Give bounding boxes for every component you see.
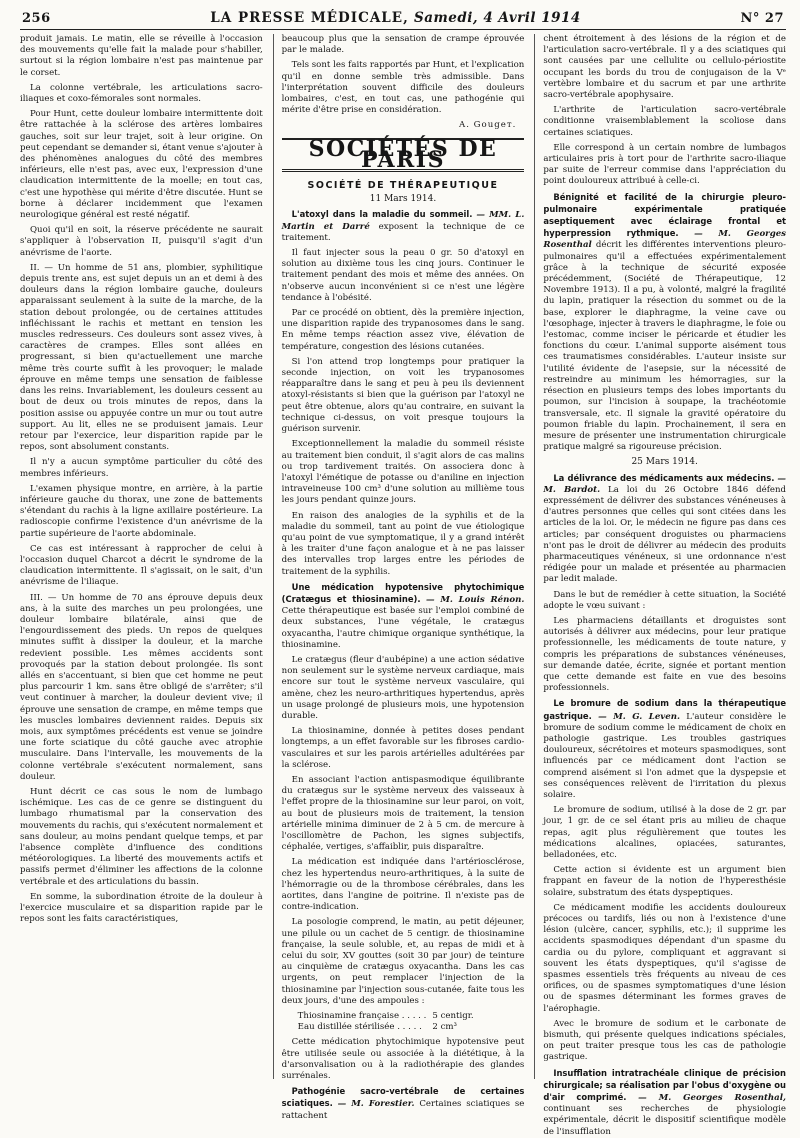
communication-title: La délivrance des médicaments aux médecins.	[553, 472, 775, 483]
communication-authors: — M. G. Leven.	[598, 711, 681, 722]
paragraph: beaucoup plus que la sensation de crampe éprouvée par le malade.	[281, 34, 525, 56]
communication-text: décrit les différentes interventions pleuro-pulmonaires qu'il a effectuées expérimentalement grâce à la technique de sécurité exposée précédemment, (Société de Thérapeutique, 12 Novembre 1913). Il a pu, à volonté, malgré la fragilité du lapin, pratiquer la résection du sommet ou de la base, explorer le diaphragme, la veine cave ou l'œsophage, injecter à travers le diaphragme, le foie ou l'estomac, comme inciser le péricarde et étudier les fonctions du cœur. L'animal supporte aisément tous ces traumatismes considérables. L'auteur insiste sur l'utilité évidente de l'asepsie, sur la nécessité de restreindre au minimum les hémorragies, sur la résection en plusieurs temps des lobes importants du poumon, sur l'incision à soupape, la trachéotomie transversale, etc. Il signale la gravité opératoire du poumon friable du lapin. Prochainement, il sera en mesure de présenter une instrumentation chirurgicale pratique malgré sa rigoureuse précision.	[543, 240, 787, 453]
paragraph: Cette action si évidente est un argument bien frappant en faveur de la notion de l'hyperesthésie solaire, substratum des états dyspeptiques.	[543, 865, 787, 898]
paragraph: Tels sont les faits rapportés par Hunt, et l'explication qu'il en donne semble très admissible. Dans l'interprétation souvent difficile des douleurs lombaires, c'est, en tout cas, une pathogénie qui mérite d'être prise en considération.	[281, 60, 525, 116]
paragraph: Avec le bromure de sodium et le carbonate de bismuth, qui présente quelques indications spéciales, on peut traiter presque tous les cas de pathologie gastrique.	[543, 1018, 787, 1063]
paragraph: Les pharmaciens détaillants et droguistes sont autorisés à délivrer aux médecins, pour leur pratique professionnelle, les médicaments de toute nature, y compris les préparations de substances vénéneuses, sur demande datée, écrite, signée et portant mention que cette demande est faite en vue des besoins professionnels.	[543, 615, 787, 694]
paper-name: LA PRESSE MÉDICALE,	[210, 10, 409, 26]
paragraph: produit jamais. Le matin, elle se réveille à l'occasion des mouvements qu'elle fait la malade pour s'habiller, surtout si la région lombaire n'est pas maintenue par le corset.	[20, 34, 263, 78]
formula-row	[298, 1022, 480, 1033]
prescription-formula	[298, 1011, 480, 1033]
paragraph: Il faut injecter sous la peau 0 gr. 50 d'atoxyl en solution au dixième tous les cinq jours. Continuer le traitement pendant des mois et même des années. On n'observe aucun inconvénient si ce n'est une légère tendance à l'obésité.	[281, 248, 525, 303]
communication-title: L'atoxyl dans la maladie du sommeil.	[291, 209, 473, 220]
society-name: SOCIÉTÉ DE THÉRAPEUTIQUE	[307, 180, 499, 192]
author-signature: A. Gougeт.	[459, 120, 517, 131]
communication	[543, 698, 786, 801]
formula-dose: 5 centigr.	[432, 1011, 474, 1022]
communication-authors: — M. Louis Rénon.	[426, 594, 525, 605]
communication-title: Pathogénie sacro-vertébrale de certaines sciatiques.	[281, 1086, 525, 1109]
communication-authors: — M. Georges Rosenthal,	[638, 1093, 786, 1104]
paragraph: Ce médicament modifie les accidents douloureux précoces ou tardifs, liés ou non à l'existence d'une lésion (ulcère, cancer, syphilis, etc.); il supprime les accidents spasmodiques dépendant d'un spasme du cardia ou du pylore, compliquant et aggravant si souvent les états dyspeptiques, qu'il s'agisse de spasmes essentiels très fréquents au niveau de ces orifices, ou de spasmes symptomatiques d'une lésion ou de spasmes déterminant les formes graves de l'aérophagie.	[543, 902, 787, 1014]
communication-title: Une médication hypotensive phytochimique (Cratægus et thiosinamine).	[281, 581, 525, 604]
communication	[543, 1068, 786, 1138]
paragraph: Hunt décrit ce cas sous le nom de lumbago ischémique. Les cas de ce genre se distinguent du lumbago rhumatismal par la conservation des mouvements du rachis, qui s'exécutent normalement et sans douleur, au moins pendant quelque temps, et par l'absence complète d'influence des conditions météorologiques. La liberté des mouvements actifs et passifs permet d'éliminer les affections de la colonne vertébrale et des articulations du bassin.	[20, 787, 263, 887]
communication-text: L'auteur considère le bromure de sodium comme le médicament de choix en pathologie gastrique. Les troubles gastriques douloureux, sécrétoires et moteurs spasmodiques, sont influencés par ce médicament dont l'action se comprend aisément si l'on admet que la dyspepsie et ses conséquences relèvent de l'irritation du plexus solaire.	[543, 711, 787, 800]
column-2	[273, 34, 525, 1121]
communication-authors: — M. Bardot.	[543, 473, 787, 495]
paragraph: En raison des analogies de la syphilis et de la maladie du sommeil, tant au point de vue étiologique qu'au point de vue symptomatique, il y a grand intérêt à les traiter d'une façon analogue et à ne pas laisser des intervalles trop larges entre les périodes de traitement de la syphilis.	[281, 510, 525, 577]
issue-date: Samedi, 4 Avril 1914	[413, 10, 581, 26]
paragraph: II. — Un homme de 51 ans, plombier, syphilitique depuis trente ans, est sujet depuis un an et demi à des douleurs dans la région lombaire gauche, douleurs apparaissant seulement à la suite de la marche, de la station debout prolongée, ou de certaines attitudes infléchissant le rachis et mettant en tension les muscles redresseurs. Ces douleurs sont assez vives, à caractères de crampes. Elles sont allées en progressant, si bien qu'actuellement une marche même très courte suffit à les provoquer; le malade éprouve en même temps une sensation de faiblesse dans les reins. Invariablement, les douleurs cessent au bout de deux ou trois minutes de repos, dans la position assise ou appuyée contre un mur ou tout autre support. Au lit, elles ne se produisent jamais. Leur retour par l'exercice, leur disparition rapide par le repos, sont absolument constants.	[20, 262, 263, 453]
communication-title: Bénignité et facilité de la chirurgie pleuro-pulmonaire expérimentale pratiquée aseptiquement avec éclairage frontal et hyperpression rythmique.	[543, 191, 787, 239]
communication	[282, 1086, 525, 1122]
communication-text: continuant ses recherches de physiologie expérimentale, décrit le dispositif scientifique modèle de l'insufflation	[543, 1104, 787, 1137]
communication-text: La loi du 26 Octobre 1846 défend expressément de délivrer des substances vénéneuses à d'autres personnes que celles qui sont citées dans les articles de la loi. Or, le médecin ne figure pas dans ces articles; par conséquent droguistes ou pharmaciens n'ont pas le droit de délivrer au médecin des produits pharmaceutiques vénéneux, si une ordonnance n'est rédigée pour un malade et présentée au pharmacien par ledit malade.	[543, 484, 787, 585]
column-3	[534, 34, 787, 1137]
session-date: 25 Mars 1914.	[631, 457, 698, 468]
page-header	[20, 8, 786, 30]
paragraph: Exceptionnellement la maladie du sommeil résiste au traitement bien conduit, il s'agit alors de cas malins ou trop tardivement traités. On associera donc à l'atoxyl l'émétique de potasse ou d'aniline en injection intraveineuse 100 cm³ d'une solution au millième tous les jours pendant quinze jours.	[281, 439, 525, 506]
columns	[20, 34, 787, 1137]
communication-title: Le bromure de sodium dans la thérapeutique gastrique.	[543, 698, 787, 721]
paragraph: Ce cas est intéressant à rapprocher de celui à l'occasion duquel Charcot a décrit le syndrome de la claudication intermittente. Il s'agissait, on le sait, d'un anévrisme de l'iliaque.	[20, 543, 263, 588]
communication-text: Cette thérapeutique est basée sur l'emploi combiné de deux substances, l'une végétale, le cratægus oxyacantha, l'autre chimique organique synthétique, la thiosinamine.	[281, 606, 525, 650]
session-date: 11 Mars 1914.	[369, 194, 437, 205]
communication	[543, 473, 786, 586]
paragraph: La colonne vertébrale, les articulations sacro-iliaques et coxo-fémorales sont normales.	[20, 82, 263, 105]
formula-row	[298, 1011, 480, 1022]
communication-title: Insufflation intratrachéale clinique de précision chirurgicale; sa réalisation par l'obus d'oxygène ou d'air comprimé.	[543, 1067, 787, 1103]
paragraph: Par ce procédé on obtient, dès la première injection, une disparition rapide des trypanosomes dans le sang. En même temps réaction assez vive, élévation de température, congestion des lésions cutanées.	[281, 308, 525, 352]
paragraph: Quoi qu'il en soit, la réserve précédente ne saurait s'appliquer à l'observation II, puisqu'il s'agit d'un anévrisme de l'aorte.	[20, 225, 263, 258]
paragraph: Pour Hunt, cette douleur lombaire intermittente doit être rattachée à la sclérose des artères lombaires gauches, soit sur leur trajet, soit à leur origine. On peut cependant se demander si, étant venue s'ajouter à des phénomènes analogues du côté des membres inférieurs, elle n'est pas, avec eux, l'expression d'une claudication intermittente de la moelle; en tout cas, c'est une hypothèse qui mérite d'être discutée. Hunt se borne à déclarer incidemment que l'examen neurologique général est resté négatif.	[20, 109, 263, 221]
communication	[282, 582, 525, 651]
paragraph: La thiosinamine, donnée à petites doses pendant longtemps, a un effet favorable sur les fibroses cardio-vasculaires et sur les parois artérielles adultérées par la sclérose.	[281, 726, 525, 770]
paragraph: La médication est indiquée dans l'artériosclérose, chez les hypertendus neuro-arthritiques, à la suite de l'hémorragie ou de la thrombose cérébrales, dans les aortites, dans l'angine de poitrine. Il n'existe pas de contre-indication.	[281, 857, 525, 913]
communication-authors: — MM. L. Martin et Darré	[281, 210, 525, 232]
paragraph: Il n'y a aucun symptôme particulier du côté des membres inférieurs.	[20, 457, 263, 479]
column-1	[20, 34, 263, 1079]
communication-text: exposent la technique de ce traitement.	[281, 221, 525, 243]
communication-authors: — M. Forestier.	[337, 1099, 415, 1110]
paragraph: En somme, la subordination étroite de la douleur à l'exercice musculaire et sa disparition rapide par le repos sont les faits caractéristiques,	[20, 891, 263, 925]
paragraph: Elle correspond à un certain nombre de lumbagos articulaires pris à tort pour de l'arthrite sacro-iliaque par suite de l'erreur commise dans l'appréciation du point douloureux attribué à celle-ci.	[543, 142, 787, 187]
formula-ingredient: Thiosinamine française . . . . .	[297, 1011, 427, 1022]
paragraph: III. — Un homme de 70 ans éprouve depuis deux ans, à la suite des marches un peu prolongées, une douleur lombaire bilatérale, ainsi que de l'engourdissement des pieds. Un repos de quelques minutes suffit à dissiper la douleur, et la marche redevient possible. Les mêmes accidents sont provoqués par la station debout prolongée. Ils sont allés en s'accentuant, si bien que cet homme ne peut plus parcourir 1 km. sans être obligé de s'arrêter; s'il veut continuer à marcher, la douleur devient vive; il éprouve une sensation de crampe, en même temps que les muscles lombaires deviennent raides. Depuis six mois, aux symptômes précédents est venue se joindre une forte sciatique du côté gauche avec atrophie musculaire. Dans l'intervalle, les mouvements de la colonne vertébrale s'exécutent normalement, sans douleur.	[20, 592, 263, 782]
paragraph: Le cratægus (fleur d'aubépine) a une action sédative non seulement sur le système nerveux cardiaque, mais encore sur tout le système nerveux vasculaire, qui amène, chez les neuro-arthritiques hypertendus, après un usage prolongé de plusieurs mois, une hypotension durable.	[281, 654, 525, 721]
paragraph: Le bromure de sodium, utilisé à la dose de 2 gr. par jour, 1 gr. de ce sel étant pris au milieu de chaque repas, agit plus régulièrement que toutes les médications alcalines, opiacées, saturantes, belladonées, etc.	[543, 805, 787, 861]
paragraph: Dans le but de remédier à cette situation, la Société adopte le vœu suivant :	[543, 589, 787, 611]
communication	[282, 209, 525, 244]
paragraph: La posologie comprend, le matin, au petit déjeuner, une pilule ou un cachet de 5 centigr. de thiosinamine française, la seule soluble, et, au repas de midi et à celui du soir, XV gouttes (soit 30 par jour) de teinture au cinquième de cratægus oxyacantha. Dans les cas urgents, on peut remplacer l'injection de la thiosinamine par l'injection sous-cutanée, faite tous les deux jours, d'une des ampoules :	[281, 917, 525, 1006]
paragraph: L'examen physique montre, en arrière, à la partie inférieure gauche du thorax, une zone de battements s'étendant du rachis à la ligne axillaire postérieure. La radioscopie confirme l'existence d'un anévrisme de la partie supérieure de l'aorte abdominale.	[20, 483, 263, 539]
section-title: SOCIÉTÉS DE PARIS	[282, 138, 525, 172]
paragraph: chent étroitement à des lésions de la région et de l'articulation sacro-vertébrale. Il y a des sciatiques qui sont causées par une cellulite ou cellulo-périostite occupant les bords du trou de conjugaison de la Vᵉ vertèbre lombaire et du sacrum et par une arthrite sacro-vertébrale apophysaire.	[543, 34, 787, 101]
formula-dose: 2 cm³	[432, 1022, 457, 1033]
paragraph: Si l'on attend trop longtemps pour pratiquer la seconde injection, on voit les trypanosomes réapparaître dans le sang et peu à peu ils deviennent atoxyl-résistants si bien que la guérison par l'atoxyl ne peut être obtenue, alors qu'au contraire, en suivant la technique ci-dessus, on voit presque toujours la guérison survenir.	[281, 356, 525, 435]
issue-number: N° 27	[740, 11, 784, 26]
communication	[543, 192, 786, 454]
communication-text: Certaines sciatiques se rattachent	[281, 1099, 525, 1121]
paragraph: Cette médication phytochimique hypotensive peut être utilisée seule ou associée à la diététique, à la d'arsonvalisation ou à la radiothérapie des glandes surrénales.	[281, 1037, 525, 1082]
paragraph: En associant l'action antispasmodique équilibrante du cratægus sur le système nerveux des vaisseaux à l'effet propre de la thiosinamine sur leur paroi, on voit, au bout de plusieurs mois de traitement, la tension artérielle minima diminuer de 2 à 5 cm. de mercure à l'oscillomètre de Pachon, les signes subjectifs, céphalée, vertiges, s'affaiblir, puis disparaître.	[281, 774, 525, 853]
communication-authors: — M. Georges Rosenthal	[543, 229, 787, 251]
page-number: 256	[22, 11, 51, 26]
formula-ingredient: Eau distillée stérilisée . . . . .	[297, 1022, 422, 1033]
paragraph: L'arthrite de l'articulation sacro-vertébrale conditionne vraisemblablement la scoliose dans certaines sciatiques.	[543, 105, 787, 138]
masthead	[210, 10, 581, 26]
